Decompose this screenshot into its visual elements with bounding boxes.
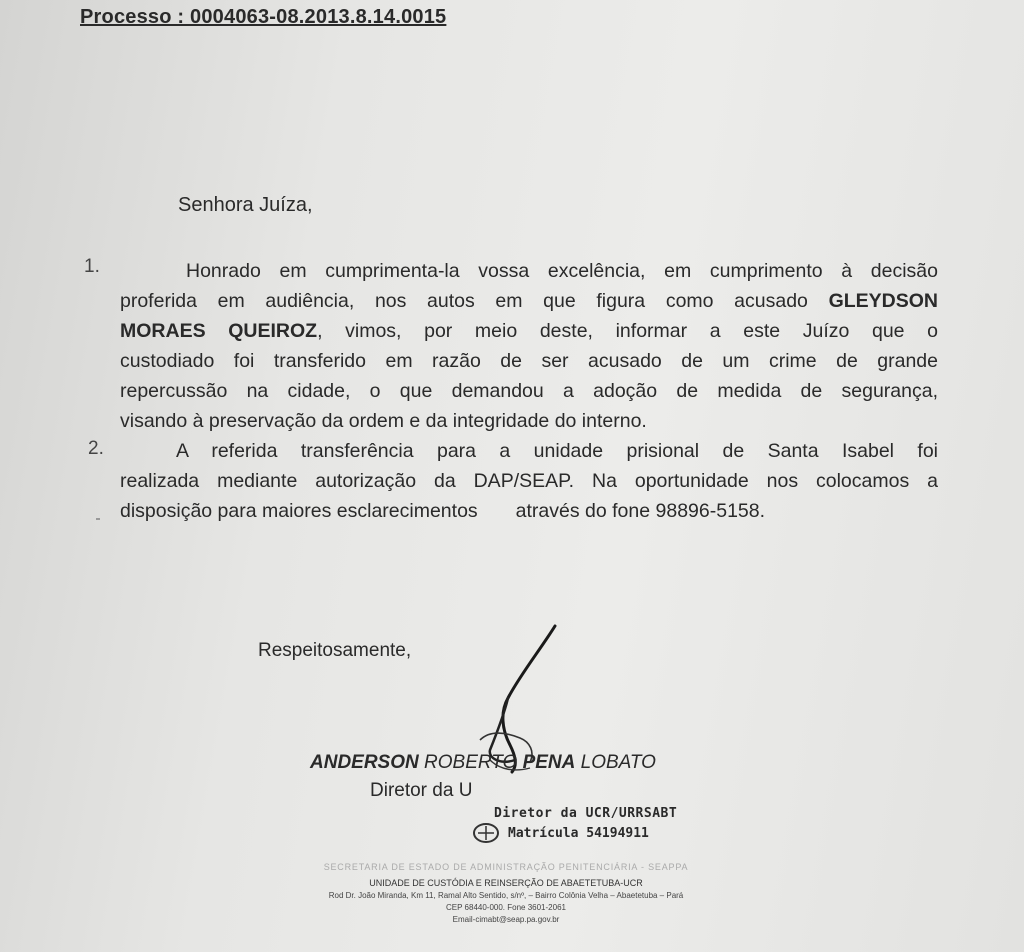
closing-salutation: Respeitosamente,	[258, 640, 412, 661]
footer-unit: UNIDADE DE CUSTÓDIA E REINSERÇÃO DE ABAETETUBA-UCR	[369, 878, 643, 888]
paragraph-1	[120, 256, 938, 436]
paragraph-2-line: realizada mediante autorização da DAP/SEAP. Na oportunidade nos colocamos a	[120, 470, 938, 492]
paragraph-2-text: disposição para maiores esclarecimentos	[120, 500, 478, 522]
phone-text: através do fone 98896-5158.	[515, 500, 766, 522]
signatory-middle-name: ROBERTO	[424, 752, 518, 773]
paragraph-1-line: visando à preservação da ordem e da integridade do interno.	[120, 410, 647, 432]
signatory-name	[310, 752, 656, 774]
paragraph-2	[120, 436, 938, 526]
signatory-last-name-2: LOBATO	[580, 752, 656, 773]
signatory-role: Diretor da U	[370, 780, 473, 801]
paragraph-1-line: Honrado em cumprimenta-la vossa excelência, em cumprimento à decisão	[186, 260, 938, 282]
paragraph-1-text: proferida em audiência, nos autos em que figura como acusado	[120, 290, 808, 312]
paragraph-1-text: , vimos, por meio deste, informar a este Juízo que o	[317, 320, 939, 342]
accused-name-rest: MORAES QUEIROZ	[120, 320, 318, 342]
footer-email: Email-cimabt@seap.pa.gov.br	[452, 915, 560, 924]
item-number-2: 2.	[88, 438, 104, 459]
paragraph-2-line: A referida transferência para a unidade prisional de Santa Isabel foi	[176, 440, 938, 462]
stamp-title: Diretor da UCR/URRSABT	[494, 806, 678, 821]
footer-secretariat: SECRETARIA DE ESTADO DE ADMINISTRAÇÃO PENITENCIÁRIA - SEAPPA	[323, 862, 689, 872]
stamp-crest-icon	[472, 822, 500, 844]
accused-name-first: GLEYDSON	[828, 290, 938, 312]
paragraph-1-line	[120, 316, 938, 346]
paragraph-2-line	[120, 496, 938, 526]
salutation: Senhora Juíza,	[178, 194, 313, 216]
paragraph-1-line: repercussão na cidade, o que demandou a adoção de medida de segurança,	[120, 380, 938, 402]
item-number-1: 1.	[84, 256, 100, 277]
footer-address: Rod Dr. João Miranda, Km 11, Ramal Alto Sentido, s/nº, – Bairro Colônia Velha – Abaetetuba – Pará	[328, 891, 684, 900]
scan-speck	[96, 518, 100, 520]
paragraph-1-line: custodiado foi transferido em razão de ser acusado de um crime de grande	[120, 350, 938, 372]
process-number-header: Processo : 0004063-08.2013.8.14.0015	[80, 6, 447, 28]
paragraph-1-line	[120, 286, 938, 316]
stamp-registration: Matrícula 54194911	[508, 826, 649, 841]
signatory-first-name: ANDERSON	[310, 752, 419, 773]
footer-cep-phone: CEP 68440-000. Fone 3601-2061	[446, 903, 566, 912]
signatory-last-name-1: PENA	[522, 752, 576, 773]
